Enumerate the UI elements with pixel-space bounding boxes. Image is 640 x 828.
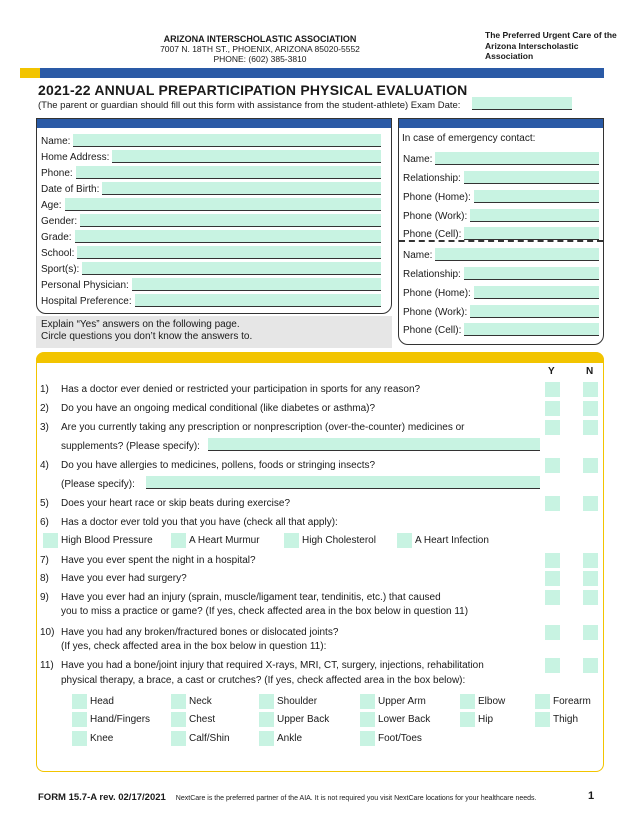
q11-yes-checkbox[interactable] — [545, 658, 560, 673]
q2-yes-checkbox[interactable] — [545, 401, 560, 416]
question-11-line2: physical therapy, a brace, a cast or crutches? (If yes, check affected area in the box below): — [61, 675, 466, 686]
ec1-phone-cell: Phone (Cell): — [403, 225, 599, 240]
question-7: 7) Have you ever spent the night in a hospital? — [40, 555, 256, 566]
field-phone: Phone: — [41, 164, 381, 179]
q8-no-checkbox[interactable] — [583, 571, 598, 586]
ec2-phone-work-field[interactable] — [470, 305, 599, 318]
question-10-line2: (If yes, check affected area in the box below in question 11): — [61, 641, 327, 652]
question-10: 10) Have you had any broken/fractured bones or dislocated joints? — [40, 627, 339, 638]
field-age: Age: — [41, 196, 381, 211]
checkbox[interactable] — [171, 712, 186, 727]
sports-field[interactable] — [82, 262, 381, 275]
emergency-contact-panel — [398, 118, 604, 345]
area-head[interactable]: Head — [72, 694, 114, 709]
page-number: 1 — [588, 790, 595, 802]
question-3-specify: supplements? (Please specify): — [61, 441, 200, 452]
area-hip[interactable]: Hip — [460, 712, 493, 727]
phone-field[interactable] — [76, 166, 381, 179]
header-bar — [20, 68, 604, 78]
q1-yes-checkbox[interactable] — [545, 382, 560, 397]
q8-yes-checkbox[interactable] — [545, 571, 560, 586]
ec1-name-field[interactable] — [435, 152, 599, 165]
ec2-phone-home: Phone (Home): — [403, 284, 599, 299]
question-2: 2) Do you have an ongoing medical conditional (like diabetes or asthma)? — [40, 403, 376, 414]
checkbox[interactable] — [259, 694, 274, 709]
hospital-field[interactable] — [135, 294, 381, 307]
area-chest[interactable]: Chest — [171, 712, 215, 727]
question-4: 4) Do you have allergies to medicines, pollens, foods or stringing insects? — [40, 460, 376, 471]
ec2-phone-work: Phone (Work): — [403, 303, 599, 318]
gender-field[interactable] — [80, 214, 381, 227]
area-elbow[interactable]: Elbow — [460, 694, 505, 709]
q10-yes-checkbox[interactable] — [545, 625, 560, 640]
area-thigh[interactable]: Thigh — [535, 712, 578, 727]
checkbox[interactable] — [72, 712, 87, 727]
q9-yes-checkbox[interactable] — [545, 590, 560, 605]
ec1-phone-work: Phone (Work): — [403, 207, 599, 222]
school-field[interactable] — [77, 246, 381, 259]
ec1-relationship: Relationship: — [403, 169, 599, 184]
field-home-address: Home Address: — [41, 148, 381, 163]
ec2-phone-home-field[interactable] — [474, 286, 599, 299]
checkbox[interactable] — [72, 731, 87, 746]
question-4-specify: (Please specify): — [61, 479, 135, 490]
area-lower-back[interactable]: Lower Back — [360, 712, 430, 727]
q2-no-checkbox[interactable] — [583, 401, 598, 416]
organization-header — [140, 34, 380, 64]
question-9: 9) Have you ever had an injury (sprain, muscle/ligament tear, tendinitis, etc.) that caused — [40, 592, 441, 603]
q4-yes-checkbox[interactable] — [545, 458, 560, 473]
ec1-phone-home: Phone (Home): — [403, 188, 599, 203]
ec2-relationship-field[interactable] — [464, 267, 599, 280]
contact-divider — [399, 240, 603, 242]
q1-no-checkbox[interactable] — [583, 382, 598, 397]
no-column-label: N — [586, 366, 594, 377]
ec2-name: Name: — [403, 246, 599, 261]
physician-field[interactable] — [132, 278, 381, 291]
checkbox[interactable] — [72, 694, 87, 709]
field-grade: Grade: — [41, 228, 381, 243]
panel-header-bar — [37, 119, 391, 128]
checkbox[interactable] — [397, 533, 412, 548]
ec2-relationship: Relationship: — [403, 265, 599, 280]
area-ankle[interactable]: Ankle — [259, 731, 302, 746]
name-field[interactable] — [73, 134, 381, 147]
q10-no-checkbox[interactable] — [583, 625, 598, 640]
partner-note: The Preferred Urgent Care of the Arizona Interscholastic Association — [485, 30, 617, 61]
emergency-heading: In case of emergency contact: — [402, 133, 536, 144]
ec1-name: Name: — [403, 150, 599, 165]
option-heart-infection[interactable]: A Heart Infection — [397, 533, 489, 548]
option-high-blood-pressure[interactable]: High Blood Pressure — [43, 533, 153, 548]
q4-specify-field[interactable] — [146, 476, 540, 489]
form-footer — [38, 792, 536, 803]
org-name: ARIZONA INTERSCHOLASTIC ASSOCIATION — [163, 34, 357, 44]
checkbox[interactable] — [43, 533, 58, 548]
area-upper-arm[interactable]: Upper Arm — [360, 694, 426, 709]
checkbox[interactable] — [360, 712, 375, 727]
q3-no-checkbox[interactable] — [583, 420, 598, 435]
q5-yes-checkbox[interactable] — [545, 496, 560, 511]
question-9-line2: you to miss a practice or game? (If yes, check affected area in the box below in question 11) — [61, 606, 469, 617]
form-number: FORM 15.7-A rev. 02/17/2021 — [38, 792, 166, 803]
home-address-field[interactable] — [112, 150, 381, 163]
q11-no-checkbox[interactable] — [583, 658, 598, 673]
form-subtitle: (The parent or guardian should fill out this form with assistance from the student-athlete) Exam Date: — [38, 100, 461, 111]
checkbox[interactable] — [360, 731, 375, 746]
question-8: 8) Have you ever had surgery? — [40, 573, 187, 584]
field-school: School: — [41, 244, 381, 259]
q7-yes-checkbox[interactable] — [545, 553, 560, 568]
explain-note: Explain “Yes” answers on the following page. Circle questions you don’t know the answers to. — [36, 316, 392, 348]
org-address: 7007 N. 18TH ST., PHOENIX, ARIZONA 85020-5552 — [160, 44, 360, 54]
q5-no-checkbox[interactable] — [583, 496, 598, 511]
grade-field[interactable] — [75, 230, 381, 243]
q9-no-checkbox[interactable] — [583, 590, 598, 605]
yes-column-label: Y — [548, 366, 555, 377]
header-bar-accent — [20, 68, 40, 78]
q3-yes-checkbox[interactable] — [545, 420, 560, 435]
ec1-phone-home-field[interactable] — [474, 190, 599, 203]
student-info-panel — [36, 118, 392, 314]
checkbox[interactable] — [535, 694, 550, 709]
q7-no-checkbox[interactable] — [583, 553, 598, 568]
area-foot-toes[interactable]: Foot/Toes — [360, 731, 422, 746]
checkbox[interactable] — [259, 731, 274, 746]
option-heart-murmur[interactable]: A Heart Murmur — [171, 533, 260, 548]
ec2-name-field[interactable] — [435, 248, 599, 261]
area-neck[interactable]: Neck — [171, 694, 212, 709]
checkbox[interactable] — [259, 712, 274, 727]
checkbox[interactable] — [171, 533, 186, 548]
question-3: 3) Are you currently taking any prescription or nonprescription (over-the-counter) medicines or — [40, 422, 465, 433]
area-hand-fingers[interactable]: Hand/Fingers — [72, 712, 150, 727]
checkbox[interactable] — [460, 712, 475, 727]
q4-no-checkbox[interactable] — [583, 458, 598, 473]
field-dob: Date of Birth: — [41, 180, 381, 195]
field-gender: Gender: — [41, 212, 381, 227]
age-field[interactable] — [65, 198, 381, 211]
area-upper-back[interactable]: Upper Back — [259, 712, 329, 727]
q3-specify-field[interactable] — [208, 438, 540, 451]
ec2-phone-cell: Phone (Cell): — [403, 321, 599, 336]
ec2-phone-cell-field[interactable] — [464, 323, 599, 336]
checkbox[interactable] — [535, 712, 550, 727]
area-forearm[interactable]: Forearm — [535, 694, 591, 709]
checkbox[interactable] — [460, 694, 475, 709]
field-sports: Sport(s): — [41, 260, 381, 275]
questions-header-bar — [36, 352, 604, 363]
checkbox[interactable] — [360, 694, 375, 709]
checkbox[interactable] — [284, 533, 299, 548]
question-11: 11) Have you had a bone/joint injury that required X-rays, MRI, CT, surgery, injections, rehabilitation — [40, 660, 484, 671]
question-5: 5) Does your heart race or skip beats during exercise? — [40, 498, 291, 509]
question-6: 6) Has a doctor ever told you that you have (check all that apply): — [40, 517, 338, 528]
option-high-cholesterol[interactable]: High Cholesterol — [284, 533, 376, 548]
form-title: 2021-22 ANNUAL PREPARTICIPATION PHYSICAL EVALUATION — [38, 82, 468, 98]
dob-field[interactable] — [102, 182, 381, 195]
checkbox[interactable] — [171, 731, 186, 746]
panel-header-bar — [399, 119, 603, 128]
ec1-relationship-field[interactable] — [464, 171, 599, 184]
checkbox[interactable] — [171, 694, 186, 709]
area-shoulder[interactable]: Shoulder — [259, 694, 317, 709]
field-physician: Personal Physician: — [41, 276, 381, 291]
area-calf-shin[interactable]: Calf/Shin — [171, 731, 230, 746]
field-hospital: Hospital Preference: — [41, 292, 381, 307]
area-knee[interactable]: Knee — [72, 731, 113, 746]
ec1-phone-cell-field[interactable] — [464, 227, 599, 240]
question-1: 1) Has a doctor ever denied or restricted your participation in sports for any reason? — [40, 384, 421, 395]
org-phone: PHONE: (602) 385-3810 — [213, 54, 307, 64]
field-name: Name: — [41, 132, 381, 147]
ec1-phone-work-field[interactable] — [470, 209, 599, 222]
footer-note: NextCare is the preferred partner of the AIA. It is not required you visit NextCare locations for your healthcare needs. — [175, 795, 537, 802]
exam-date-field[interactable] — [472, 97, 572, 110]
